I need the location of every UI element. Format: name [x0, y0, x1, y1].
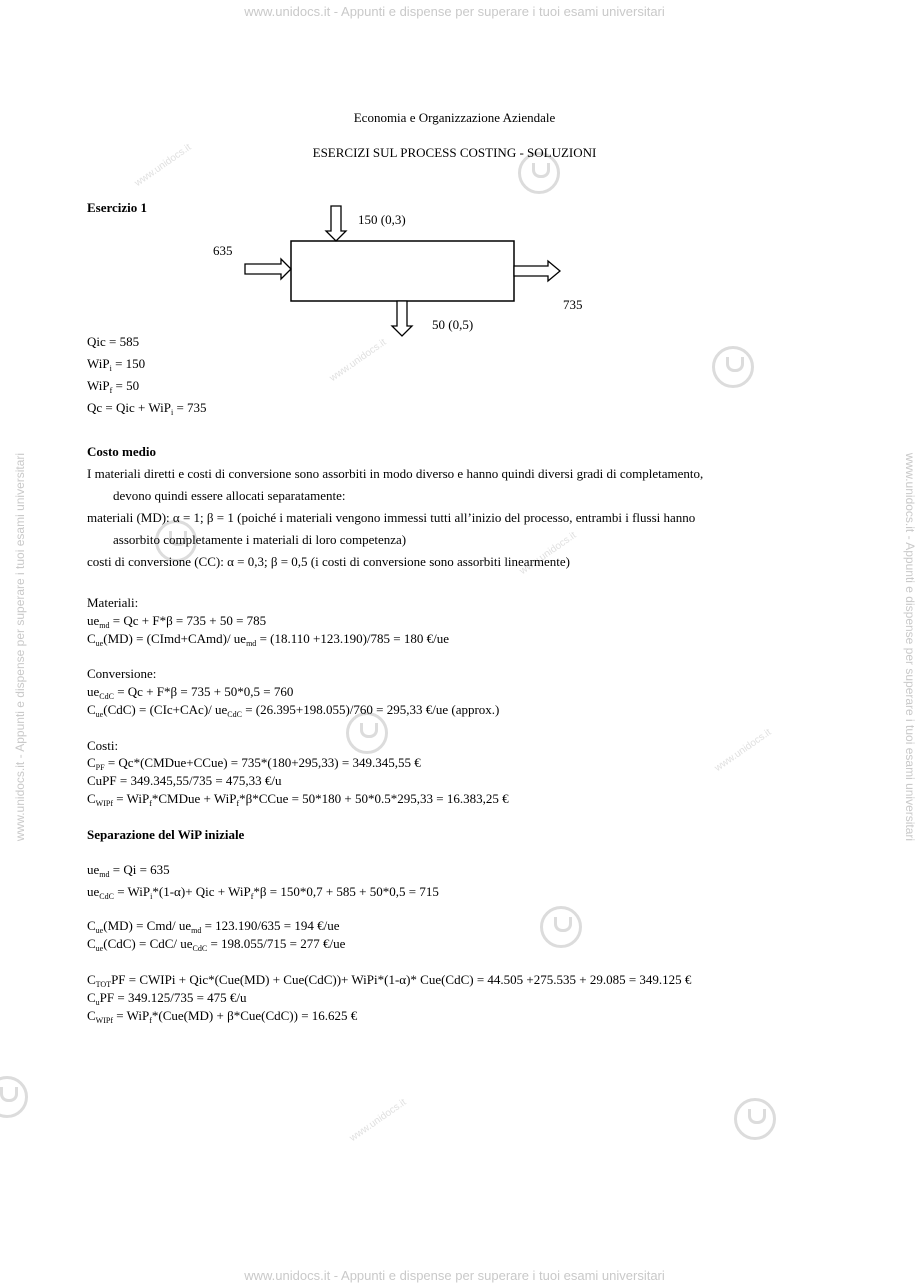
- course-title: Economia e Organizzazione Aziendale: [353, 110, 556, 125]
- watermark-diagonal: www.unidocs.it: [712, 727, 774, 774]
- formula-line: $ue_{md} = Qi = 635$: [87, 862, 170, 879]
- watermark-top[interactable]: www.unidocs.it - Appunti e dispense per superare i tuoi esami universitari: [244, 4, 665, 19]
- watermark-diagonal: www.unidocs.it: [132, 142, 194, 189]
- left-input-label: 635: [213, 243, 233, 258]
- formula-line: $C_{ue}(MD) = Cmd/$ $ue_{md} = 123.190/635 = 194$ €/ue: [87, 918, 340, 935]
- paragraph: I materiali diretti e costi di conversione sono assorbiti in modo diverso e hanno quindi diversi gradi di completamento,: [87, 466, 704, 481]
- wipi-line: WiP$_i$ = 150: [87, 356, 146, 373]
- left-input-arrow: [245, 259, 291, 279]
- formula-line: $C_uPF = 349.125/735 = 475$ €/u: [87, 990, 247, 1007]
- watermark-left: www.unidocs.it - Appunti e dispense per superare i tuoi esami universitari: [13, 452, 27, 842]
- watermark-diagonal: www.unidocs.it: [517, 530, 579, 577]
- top-input-arrow: [326, 206, 346, 241]
- qc-line: Qc = Qic + WiP$_i$ = 735: [87, 400, 207, 417]
- formula-line: $C_{WIPf}$ = WiP$_f$*CMDue + WiP$_f$*β*CCue = 50*180 + 50*0.5*295,33 = 16.383,25 €: [87, 791, 509, 808]
- right-output-arrow: [514, 261, 560, 281]
- subheading-materiali: Materiali:: [87, 595, 139, 610]
- formula-line: $ue_{CdC} = WiP_i*(1-\alpha)+$ Qic + WiP$_f$*β = 150*0,7 + 585 + 50*0,5 = 715: [87, 884, 439, 901]
- watermark-diagonal: www.unidocs.it: [347, 1097, 409, 1144]
- formula-line: $C_{PF}$ = Qc*(CMDue+CCue) = 735*(180+295,33) = 349.345,55 €: [87, 755, 421, 772]
- formula-line: $C_{ue}(MD)$ = (CImd+CAmd)/ $ue_{md} = (18.110 +123.190)/785 = 180$ €/ue: [87, 631, 449, 648]
- formula-line: $C_{TOT}PF$ = CWIPi + Qic*(Cue(MD) + Cue(CdC))+ WiPi*(1-α)* Cue(CdC) = 44.505 +275.535 + 29.085 = 349.125 €: [87, 972, 692, 989]
- subheading-conversione: Conversione:: [87, 666, 157, 681]
- formula-line: $ue_{CdC} = Qc + F*\beta = 735 + 50*0,5 = 760$: [87, 684, 294, 701]
- formula-line: $C_{WIPf} = WiP_f*(Cue(MD) + \beta*Cue(CdC)) = 16.625$ €: [87, 1008, 358, 1025]
- formula-line: CuPF = 349.345,55/735 = 475,33 €/u: [87, 773, 282, 788]
- process-box: [291, 241, 514, 301]
- unidocs-logo-icon: [734, 1098, 776, 1140]
- subheading-costi: Costi:: [87, 738, 119, 753]
- unidocs-logo-icon: [540, 906, 582, 948]
- wipf-line: WiP$_f$ = 50: [87, 378, 140, 395]
- watermark-right: www.unidocs.it - Appunti e dispense per superare i tuoi esami universitari: [903, 452, 917, 842]
- watermark-bottom[interactable]: www.unidocs.it - Appunti e dispense per superare i tuoi esami universitari: [244, 1268, 665, 1283]
- bottom-output-arrow: [392, 301, 412, 336]
- page-title: ESERCIZI SUL PROCESS COSTING - SOLUZIONI: [312, 145, 597, 160]
- exercise-heading: Esercizio 1: [87, 200, 148, 215]
- bottom-output-label: 50 (0,5): [432, 317, 474, 332]
- top-input-label: 150 (0,3): [358, 212, 406, 227]
- paragraph: materiali (MD): α = 1; β = 1 (poiché i materiali vengono immessi tutti all’inizio del processo, entrambi i flussi hanno: [87, 510, 696, 525]
- paragraph: costi di conversione (CC): α = 0,3; β = 0,5 (i costi di conversione sono assorbiti linearmente): [87, 554, 570, 569]
- formula-line: $ue_{md} = Qc + F*\beta = 735 + 50 = 785$: [87, 613, 267, 630]
- formula-line: $C_{ue}(CdC) = (CIc+CAc)/$ $ue_{CdC} = (26.395+198.055)/760 = 295,33$ €/ue (approx.): [87, 702, 500, 719]
- paragraph: assorbito completamente i materiali di loro competenza): [113, 532, 407, 547]
- formula-line: $C_{ue}(CdC) = CdC/$ $ue_{CdC} = 198.055/715 = 277$ €/ue: [87, 936, 346, 953]
- watermark-diagonal: www.unidocs.it: [327, 337, 389, 384]
- section-heading-separazione: Separazione del WiP iniziale: [87, 827, 245, 842]
- paragraph: devono quindi essere allocati separatamente:: [113, 488, 346, 503]
- qic-line: Qic = 585: [87, 334, 140, 349]
- process-diagram: [0, 0, 909, 360]
- right-output-label: 735: [563, 297, 583, 312]
- section-heading-costo-medio: Costo medio: [87, 444, 156, 459]
- unidocs-logo-icon: [0, 1076, 28, 1118]
